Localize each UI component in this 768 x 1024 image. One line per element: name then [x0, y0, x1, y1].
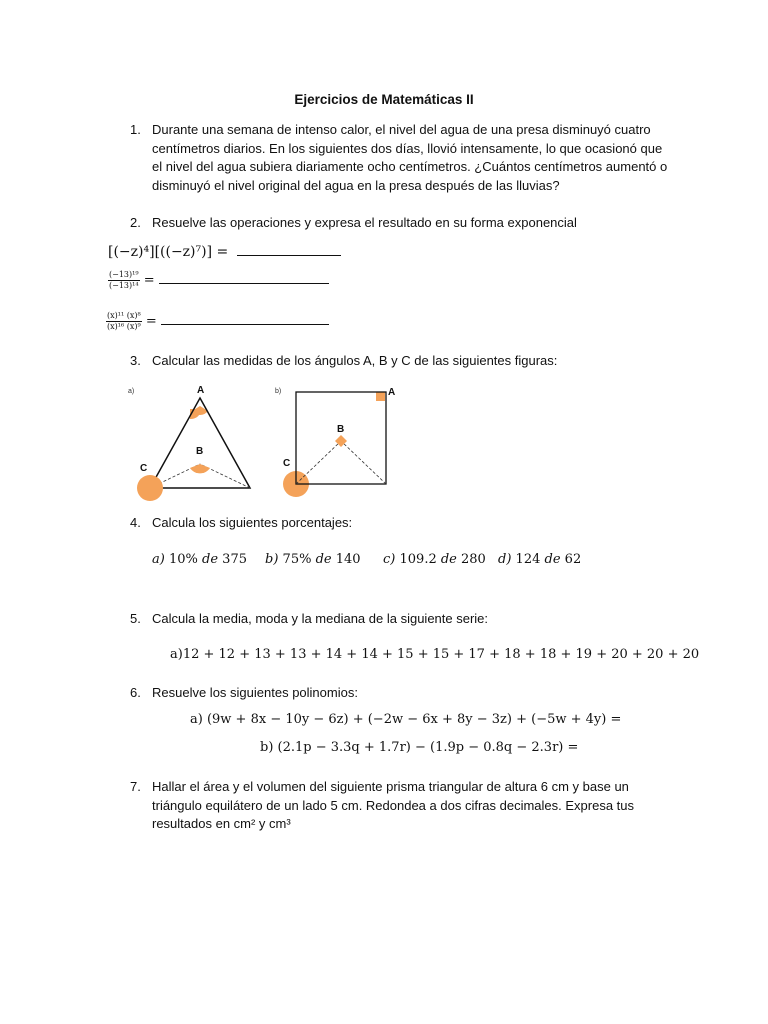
exercise-1 — [130, 121, 670, 195]
page-title: Ejercicios de Matemáticas II — [294, 92, 474, 107]
fraction-numerator: (−13)¹⁹ — [109, 270, 139, 279]
percentage-c — [383, 552, 486, 567]
item-label: a) — [152, 552, 165, 567]
item-label: d) — [498, 552, 512, 567]
exercise-3 — [130, 352, 670, 371]
exercise-text: Durante una semana de intenso calor, el nivel del agua de una presa disminuyó cuatro centímetros diarios. En los siguientes dos días, llovió intensamente, lo que ocasionó que el nivel del agua subiera diariamente ocho centímetros. ¿Cuántos centímetros aumentó o disminuyó el nivel original del agua en la presa después de las lluvias? — [152, 122, 668, 193]
polynomial-a: a) (9w + 8x − 10y − 6z) + (−2w − 6x + 8y − 3z) + (−5w + 4y) = — [190, 712, 622, 727]
de-word: de — [202, 552, 219, 567]
fraction-denominator: (x)¹⁶ (x)⁹ — [107, 322, 141, 331]
item-label: b) — [265, 552, 279, 567]
exercise-text: Calcula la media, moda y la mediana de la siguiente serie: — [152, 611, 489, 626]
angle-c-label: C — [283, 458, 291, 469]
exercise-4 — [130, 514, 670, 533]
percentage-value: 10% — [168, 552, 198, 567]
exercise-number: 7. — [130, 779, 141, 794]
base-value: 62 — [564, 552, 582, 567]
fraction-denominator: (−13)¹⁴ — [109, 281, 139, 290]
percentage-value: 75% — [282, 552, 312, 567]
exponent-expression-3 — [106, 311, 329, 332]
answer-blank[interactable] — [159, 283, 329, 284]
de-word: de — [544, 552, 561, 567]
exponent-expression-1 — [108, 244, 341, 260]
answer-blank[interactable] — [237, 255, 341, 256]
exercise-text: Calcula los siguientes porcentajes: — [152, 515, 353, 530]
exercise-number: 6. — [130, 685, 141, 700]
exercise-text: Resuelve los siguientes polinomios: — [152, 685, 358, 700]
exercise-6 — [130, 684, 670, 703]
expression-text: [(−z)⁴][((−z)⁷)] = — [108, 244, 229, 260]
base-value: 140 — [335, 552, 361, 567]
exercise-number: 5. — [130, 611, 141, 626]
percentage-value: 124 — [515, 552, 541, 567]
fraction — [108, 270, 140, 291]
polynomial-b: b) (2.1p − 3.3q + 1.7r) − (1.9p − 0.8q − 2.3r) = — [260, 740, 579, 755]
angle-a-label: A — [197, 385, 205, 396]
exercise-number: 3. — [130, 353, 141, 368]
exercise-text: Hallar el área y el volumen del siguiente prisma triangular de altura 6 cm y base un triángulo equilátero de un lado 5 cm. Redondea a dos cifras decimales. Expresa tus resultados en cm² y cm³ — [152, 779, 635, 831]
equals-sign: = — [145, 314, 157, 329]
exponent-expression-2 — [108, 270, 329, 291]
angle-c-label: C — [140, 463, 148, 474]
exercise-number: 1. — [130, 122, 141, 137]
exercise-2 — [130, 214, 670, 233]
exercise-5 — [130, 610, 670, 629]
de-word: de — [315, 552, 332, 567]
angle-figures — [120, 378, 410, 508]
fraction — [106, 311, 142, 332]
exercise-number: 2. — [130, 215, 141, 230]
base-value: 280 — [461, 552, 486, 567]
equals-sign: = — [143, 273, 155, 288]
answer-blank[interactable] — [161, 324, 329, 325]
fraction-numerator: (x)¹¹ (x)⁸ — [107, 311, 141, 320]
dashed-line — [341, 441, 386, 484]
angle-b-label: B — [337, 424, 345, 435]
exercise-text: Resuelve las operaciones y expresa el resultado en su forma exponencial — [152, 215, 577, 230]
base-value: 375 — [222, 552, 247, 567]
angle-b-label: B — [196, 446, 204, 457]
de-word: de — [440, 552, 457, 567]
exercise-text: Calcular las medidas de los ángulos A, B y C de las siguientes figuras: — [152, 353, 558, 368]
exercise-7 — [130, 778, 670, 834]
angle-c-marker — [137, 475, 163, 501]
exercise-number: 4. — [130, 515, 141, 530]
angle-a-marker — [376, 392, 385, 401]
angle-a-label: A — [388, 387, 396, 398]
percentage-d — [498, 552, 581, 567]
item-label: c) — [383, 552, 396, 567]
figure-b-square — [283, 387, 395, 497]
percentage-a — [152, 552, 247, 567]
data-series: a)12 + 12 + 13 + 13 + 14 + 14 + 15 + 15 + 17 + 18 + 18 + 19 + 20 + 20 + 20 — [170, 647, 700, 662]
percentage-b — [265, 552, 361, 567]
figure-b-label: b) — [275, 388, 282, 395]
figure-a-triangle — [137, 385, 250, 501]
percentage-value: 109.2 — [399, 552, 437, 567]
figure-a-label: a) — [128, 388, 135, 395]
angle-b-marker — [190, 464, 210, 473]
